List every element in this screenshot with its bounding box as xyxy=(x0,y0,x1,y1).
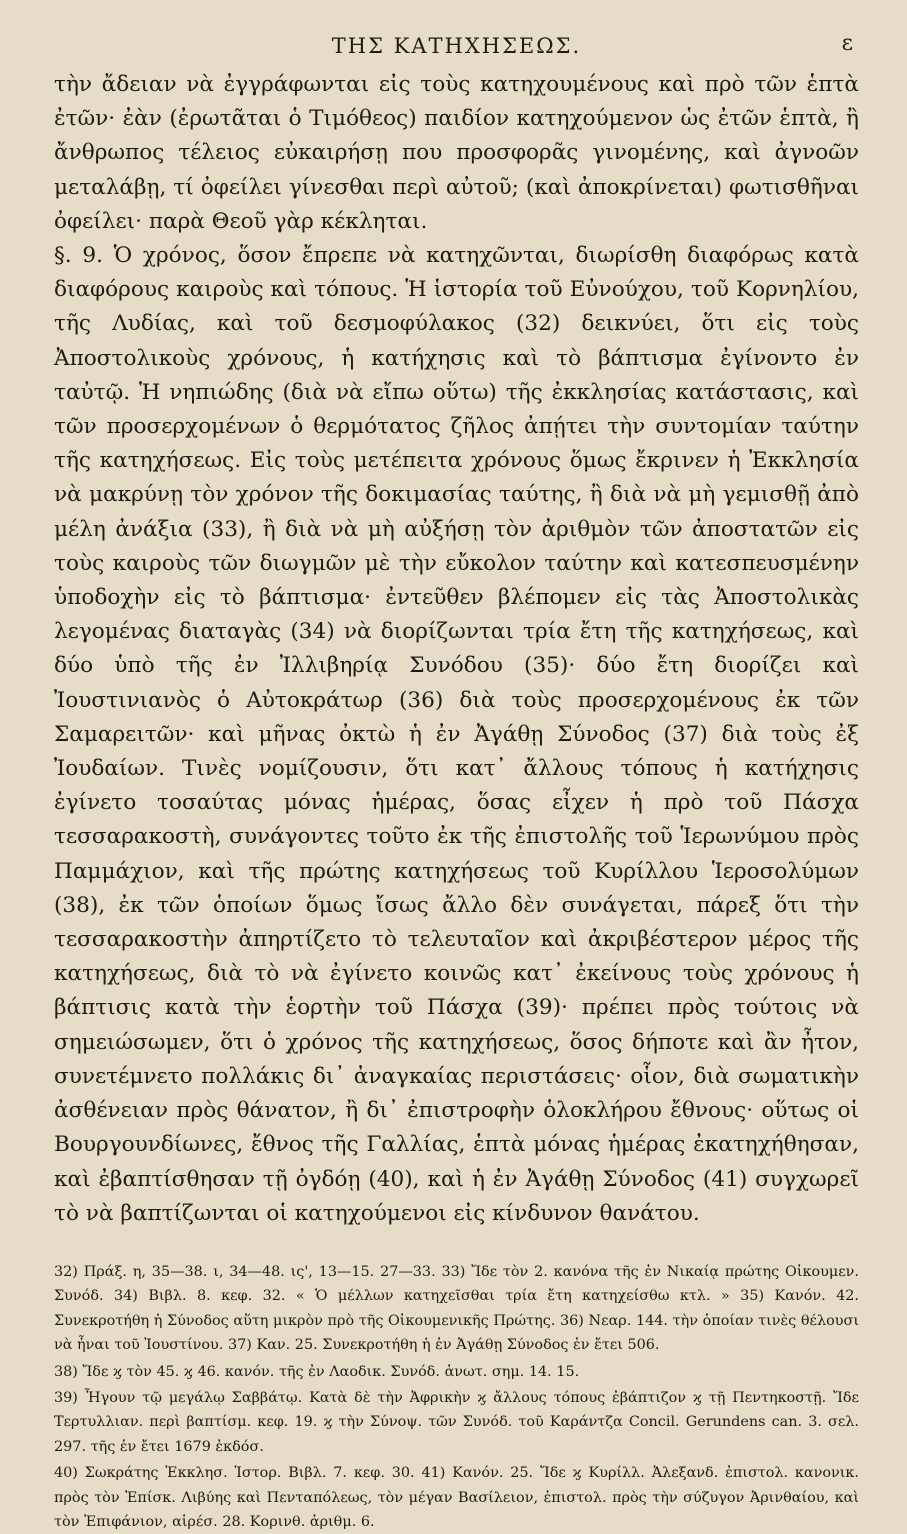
footnote-block: 40) Σωκράτης Ἐκκλησ. Ἱστορ. Βιβλ. 7. κεφ. 30. 41) Κανόν. 25. Ἴδε ϗ Κυρίλλ. Ἀλεξανδ. ἐπιστολ. κανονικ. πρὸς τὸν Ἐπίσκ. Λιβύης καὶ Πενταπόλεως, τὸν μέγαν Βασίλειον, ἐπιστολ. πρὸς τὴν σύζυγον Ἀρινθαίου, καὶ τὸν Ἐπιφάνιον, αἱρέσ. 28. Κορινθ. ἀριθμ. 6. xyxy=(54,1465,859,1530)
paragraph-continuation: τὴν ἄδειαν νὰ ἐγγράφωνται εἰς τοὺς κατηχουμένους καὶ πρὸ τῶν ἑπτὰ ἐτῶν· ἐὰν (ἐρωτᾶται ὁ Τιμόθεος) παιδίον κατηχούμενον ὡς ἐτῶν ἑπτὰ, ἢ ἄνθρωπος τέλειος εὐκαιρήσῃ που προσφορᾶς γινομένης, καὶ ἀγνοῶν μεταλάβῃ, τί ὀφείλει γίνεσθαι περὶ αὐτοῦ; (καὶ ἀποκρίνεται) φωτισθῆναι ὀφείλει· παρὰ Θεοῦ γὰρ κέκληται. xyxy=(54,72,859,234)
footnotes xyxy=(54,1251,859,1534)
page-header xyxy=(54,24,859,68)
footnote-block: 32) Πράξ. η, 35—38. ι, 34—48. ις', 13—15. 27—33. 33) Ἴδε τὸν 2. κανόνα τῆς ἐν Νικαίᾳ πρώτης Οἰκουμεν. Συνόδ. 34) Βιβλ. 8. κεφ. 32. « Ὁ μέλλων κατηχεῖσθαι τρία ἔτη κατηχείσθω κτλ. » 35) Κανόν. 42. Συνεκροτήθη ἡ Σύνοδος αὕτη μικρὸν πρὸ τῆς Οἰκουμενικῆς Πρώτης. 36) Νεαρ. 144. τὴν ὁποίαν τινὲς θέλουσι νὰ ἦναι τοῦ Ἰουστίνου. 37) Καν. 25. Συνεκροτήθη ἡ ἐν Ἀγάθῃ Σύνοδος ἐν ἔτει 506. xyxy=(54,1263,859,1354)
footnote-block: 39) Ἦγουν τῷ μεγάλῳ Σαββάτῳ. Κατὰ δὲ τὴν Ἀφρικὴν ϗ ἄλλους τόπους ἐβάπτιζον ϗ τῇ Πεντηκοστῇ. Ἴδε Τερτυλλιαν. περὶ βαπτίσμ. κεφ. 19. ϗ τὴν Σύνοψ. τῶν Συνόδ. τοῦ Καράντζα Concil. Gerundens can. 3. σελ. 297. τῆς ἐν ἔτει 1679 ἐκδόσ. xyxy=(54,1389,859,1455)
running-title: ΤΗΣ ΚΑΤΗΧΗΣΕΩΣ. xyxy=(331,34,582,58)
main-text xyxy=(54,68,859,1231)
footnote-block: 38) Ἴδε ϗ τὸν 45. ϗ 46. κανόν. τῆς ἐν Λαοδικ. Συνόδ. ἀνωτ. σημ. 14. 15. xyxy=(54,1363,580,1380)
paragraph-section-9: §. 9. Ὁ χρόνος, ὅσον ἔπρεπε νὰ κατηχῶνται, διωρίσθη διαφόρως κατὰ διαφόρους καιροὺς καὶ τόπους. Ἡ ἱστορία τοῦ Εὐνούχου, τοῦ Κορνηλίου, τῆς Λυδίας, καὶ τοῦ δεσμοφύλακος (32) δεικνύει, ὅτι εἰς τοὺς Ἀποστολικοὺς χρόνους, ἡ κατήχησις καὶ τὸ βάπτισμα ἐγίνοντο ἐν ταὐτῷ. Ἡ νηπιώδης (διὰ νὰ εἴπω οὕτω) τῆς ἐκκλησίας κατάστασις, καὶ τῶν προσερχομένων ὁ θερμότατος ζῆλος ἀπῄτει τὴν συντομίαν ταύτην τῆς κατηχήσεως. Εἰς τοὺς μετέπειτα χρόνους ὅμως ἔκρινεν ἡ Ἐκκλησία νὰ μακρύνῃ τὸν χρόνον τῆς δοκιμασίας ταύτης, ἢ διὰ νὰ μὴ γεμισθῇ ἀπὸ μέλη ἀνάξια (33), ἢ διὰ νὰ μὴ αὐξήσῃ τὸν ἀριθμὸν τῶν ἀποστατῶν εἰς τοὺς καιροὺς τῶν διωγμῶν μὲ τὴν εὔκολον ταύτην καὶ κατεσπευσμένην ὑποδοχὴν εἰς τὸ βάπτισμα· ἐντεῦθεν βλέπομεν εἰς τὰς Ἀποστολικὰς λεγομένας διαταγὰς (34) νὰ διορίζωνται τρία ἔτη τῆς κατηχήσεως, καὶ δύο ὑπὸ τῆς ἐν Ἰλλιβηρίᾳ Συνόδου (35)· δύο ἔτη διορίζει καὶ Ἰουστινιανὸς ὁ Αὐτοκράτωρ (36) διὰ τοὺς προσερχομένους ἐκ τῶν Σαμαρειτῶν· καὶ μῆνας ὀκτὼ ἡ ἐν Ἀγάθῃ Σύνοδος (37) διὰ τοὺς ἐξ Ἰουδαίων. Τινὲς νομίζουσιν, ὅτι κατ᾽ ἄλλους τόπους ἡ κατήχησις ἐγίνετο τοσαύτας μόνας ἡμέρας, ὅσας εἶχεν ἡ πρὸ τοῦ Πάσχα τεσσαρακοστὴ, συνάγοντες τοῦτο ἐκ τῆς ἐπιστολῆς τοῦ Ἱερωνύμου πρὸς Παμμάχιον, καὶ τῆς πρώτης κατηχήσεως τοῦ Κυρίλλου Ἱεροσολύμων (38), ἐκ τῶν ὁποίων ὅμως ἴσως ἄλλο δὲν συνάγεται, πάρεξ ὅτι τὴν τεσσαρακοστὴν ἀπηρτίζετο τὸ τελευταῖον καὶ ἀκριβέστερον μέρος τῆς κατηχήσεως, διὰ τὸ νὰ ἐγίνετο κοινῶς κατ᾽ ἐκείνους τοὺς χρόνους ἡ βάπτισις κατὰ τὴν ἑορτὴν τοῦ Πάσχα (39)· πρέπει πρὸς τούτοις νὰ σημειώσωμεν, ὅτι ὁ χρόνος τῆς κατηχήσεως, ὅσος δήποτε καὶ ἂν ἦτον, συνετέμνετο πολλάκις δι᾽ ἀναγκαίας περιστάσεις· οἷον, διὰ σωματικὴν ἀσθένειαν πρὸς θάνατον, ἢ δι᾽ ἐπιστροφὴν ὁλοκλήρου ἔθνους· οὕτως οἱ Βουργουνδίωνες, ἔθνος τῆς Γαλλίας, ἑπτὰ μόνας ἡμέρας ἐκατηχήθησαν, καὶ ἐβαπτίσθησαν τῇ ὀγδόῃ (40), καὶ ἡ ἐν Ἀγάθῃ Σύνοδος (41) συγχωρεῖ τὸ νὰ βαπτίζωνται οἱ κατηχούμενοι εἰς κίνδυνον θανάτου. xyxy=(54,243,859,1226)
page-number: ε xyxy=(841,31,853,56)
